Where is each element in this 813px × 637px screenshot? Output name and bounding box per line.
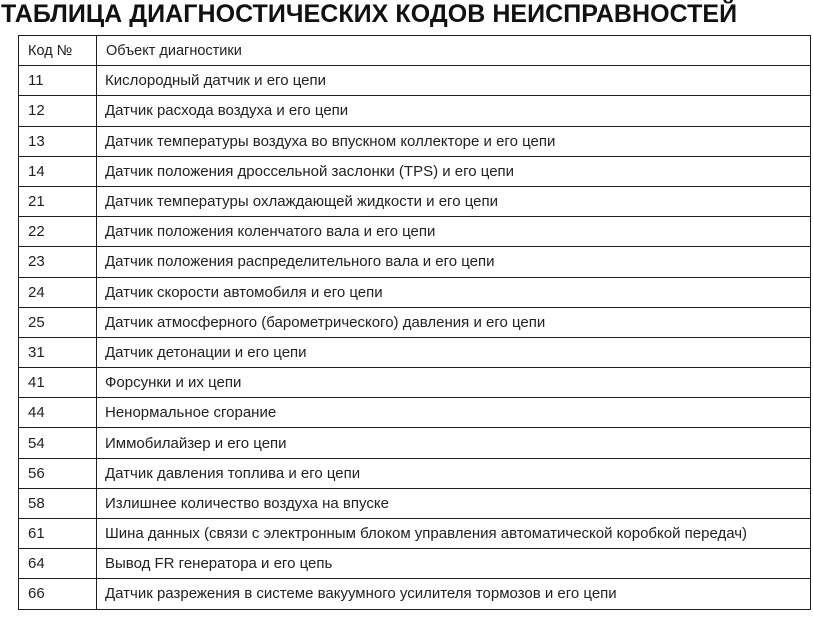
code-cell: 31 [19, 337, 97, 367]
object-cell: Излишнее количество воздуха на впуске [97, 488, 811, 518]
table-row [19, 277, 811, 307]
code-cell: 64 [19, 549, 97, 579]
object-cell: Датчик температуры воздуха во впускном коллекторе и его цепи [97, 126, 811, 156]
column-header-object: Объект диагностики [97, 36, 811, 66]
object-cell: Кислородный датчик и его цепи [97, 66, 811, 96]
table-row [19, 96, 811, 126]
object-cell: Датчик расхода воздуха и его цепи [97, 96, 811, 126]
code-cell: 12 [19, 96, 97, 126]
object-cell: Датчик положения распределительного вала и его цепи [97, 247, 811, 277]
object-cell: Иммобилайзер и его цепи [97, 428, 811, 458]
table-row [19, 398, 811, 428]
code-cell: 22 [19, 217, 97, 247]
table-row [19, 428, 811, 458]
object-cell: Форсунки и их цепи [97, 368, 811, 398]
object-cell: Ненормальное сгорание [97, 398, 811, 428]
object-cell: Вывод FR генератора и его цепь [97, 549, 811, 579]
column-header-code: Код № [19, 36, 97, 66]
table-row [19, 488, 811, 518]
diagnostic-codes-table [18, 35, 811, 610]
code-cell: 54 [19, 428, 97, 458]
table-row [19, 579, 811, 609]
object-cell: Датчик детонации и его цепи [97, 337, 811, 367]
object-cell: Датчик температуры охлаждающей жидкости и его цепи [97, 186, 811, 216]
table-row [19, 368, 811, 398]
code-cell: 66 [19, 579, 97, 609]
code-cell: 11 [19, 66, 97, 96]
code-cell: 24 [19, 277, 97, 307]
table-row [19, 307, 811, 337]
table-row [19, 519, 811, 549]
table-row [19, 186, 811, 216]
code-cell: 44 [19, 398, 97, 428]
code-cell: 56 [19, 458, 97, 488]
object-cell: Датчик разрежения в системе вакуумного усилителя тормозов и его цепи [97, 579, 811, 609]
table-row [19, 156, 811, 186]
table-row [19, 458, 811, 488]
page-title: ТАБЛИЦА ДИАГНОСТИЧЕСКИХ КОДОВ НЕИСПРАВНОСТЕЙ [1, 0, 738, 28]
table-row [19, 66, 811, 96]
code-cell: 21 [19, 186, 97, 216]
object-cell: Датчик скорости автомобиля и его цепи [97, 277, 811, 307]
code-cell: 25 [19, 307, 97, 337]
table-header-row [19, 36, 811, 66]
code-cell: 58 [19, 488, 97, 518]
code-cell: 23 [19, 247, 97, 277]
code-cell: 13 [19, 126, 97, 156]
table-body [19, 66, 811, 609]
code-cell: 41 [19, 368, 97, 398]
code-cell: 61 [19, 519, 97, 549]
object-cell: Датчик давления топлива и его цепи [97, 458, 811, 488]
table-row [19, 126, 811, 156]
table-row [19, 247, 811, 277]
object-cell: Датчик атмосферного (барометрического) давления и его цепи [97, 307, 811, 337]
table-row [19, 217, 811, 247]
table-row [19, 337, 811, 367]
object-cell: Шина данных (связи с электронным блоком управления автоматической коробкой передач) [97, 519, 811, 549]
code-cell: 14 [19, 156, 97, 186]
object-cell: Датчик положения коленчатого вала и его цепи [97, 217, 811, 247]
table-row [19, 549, 811, 579]
object-cell: Датчик положения дроссельной заслонки (TPS) и его цепи [97, 156, 811, 186]
